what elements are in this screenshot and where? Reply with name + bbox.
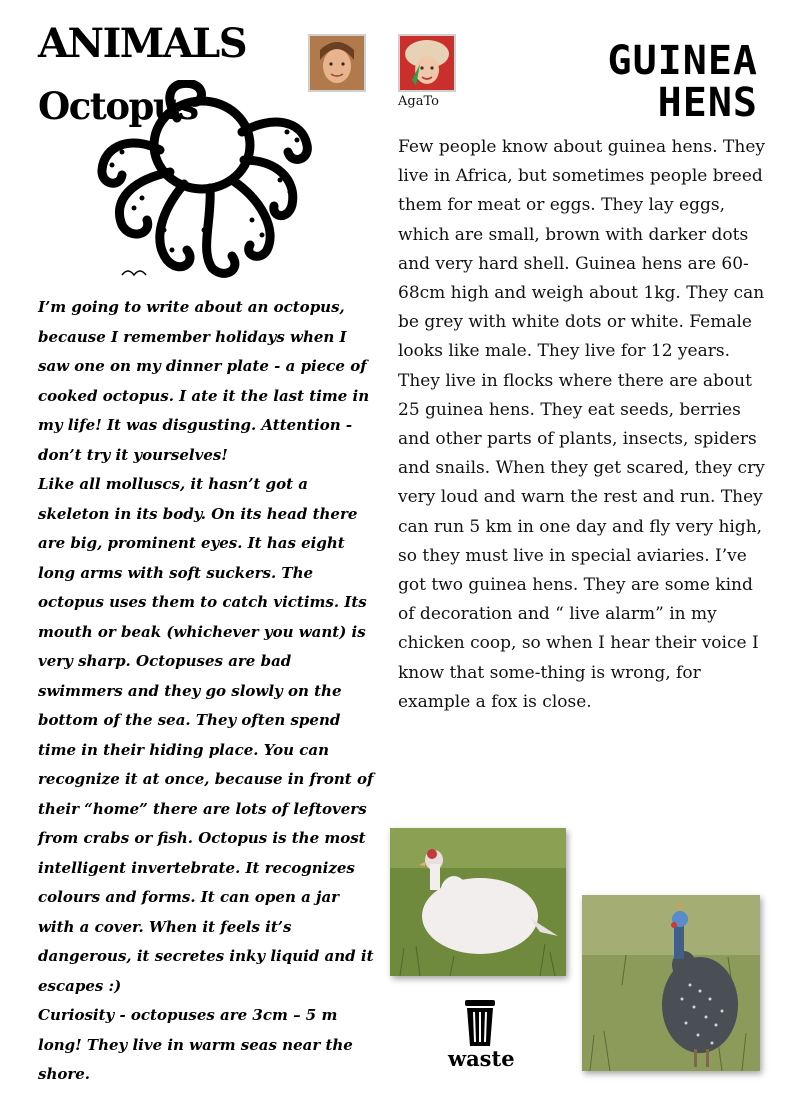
- octopus-paragraph: Curiosity - octopuses are 3cm – 5 m long! They live in warm seas near the shore.: [38, 1006, 353, 1083]
- guinea-title-line2: HENS: [657, 80, 758, 126]
- white-guinea-hen-photo: [390, 828, 566, 976]
- octopus-paragraph: I’m going to write about an octopus, because I remember holidays when I saw one on my dinner plate - a piece of cooked octopus. I ate it the last time in my life! It was disgusting. Attention - don’t try it yourselves!: [38, 298, 370, 464]
- waste-label[interactable]: waste: [448, 1046, 515, 1071]
- avatar-photo-icon: [400, 36, 454, 90]
- page-title-animals: ANIMALS: [38, 20, 247, 67]
- guinea-title-line1: GUINEA: [607, 38, 758, 84]
- guinea-hens-article: Few people know about guinea hens. They live in Africa, but sometimes people breed them for meat or eggs. They lay eggs, which are small, brown with darker dots and very hard shell. Guinea hens are 60-68cm high and weigh about 1kg. They can be grey with white dots or white. Female looks like male. They live for 12 years. They live in flocks where there are about 25 guinea hens. They eat seeds, berries and other parts of plants, insects, spiders and snails. When they get scared, they cry very loud and warn the rest and run. They can run 5 km in one day and fly very high, so they must live in special aviaries. I’ve got two guinea hens. They are some kind of decoration and “ live alarm” in my chicken coop, so when I hear their voice I know that some-thing is wrong, for example a fox is close.: [398, 137, 765, 712]
- avatar[interactable]: [398, 34, 456, 92]
- page-title-guinea-hens: [608, 40, 759, 124]
- octopus-paragraph: Like all molluscs, it hasn’t got a skeleton in its body. On its head there are big, prominent eyes. It has eight long arms with soft suckers. The octopus uses them to catch victims. Its mouth or beak (whichever you want) is very sharp. Octopuses are bad swimmers and they go slowly on the bottom of the sea. They often spend time in their hiding place. You can recognize it at once, because in front of their “home” there are lots of leftovers from crabs or fish. Octopus is the most intelligent invertebrate. It recognizes colours and forms. It can open a jar with a cover. When it feels it’s dangerous, it secretes inky liquid and it escapes :): [38, 475, 374, 995]
- section-title-octopus: Octopus: [38, 84, 198, 128]
- octopus-article: [38, 293, 376, 1090]
- grey-guinea-hen-photo: [582, 895, 760, 1071]
- trash-can-icon[interactable]: [462, 998, 498, 1048]
- author-name: AgaTo: [398, 94, 439, 109]
